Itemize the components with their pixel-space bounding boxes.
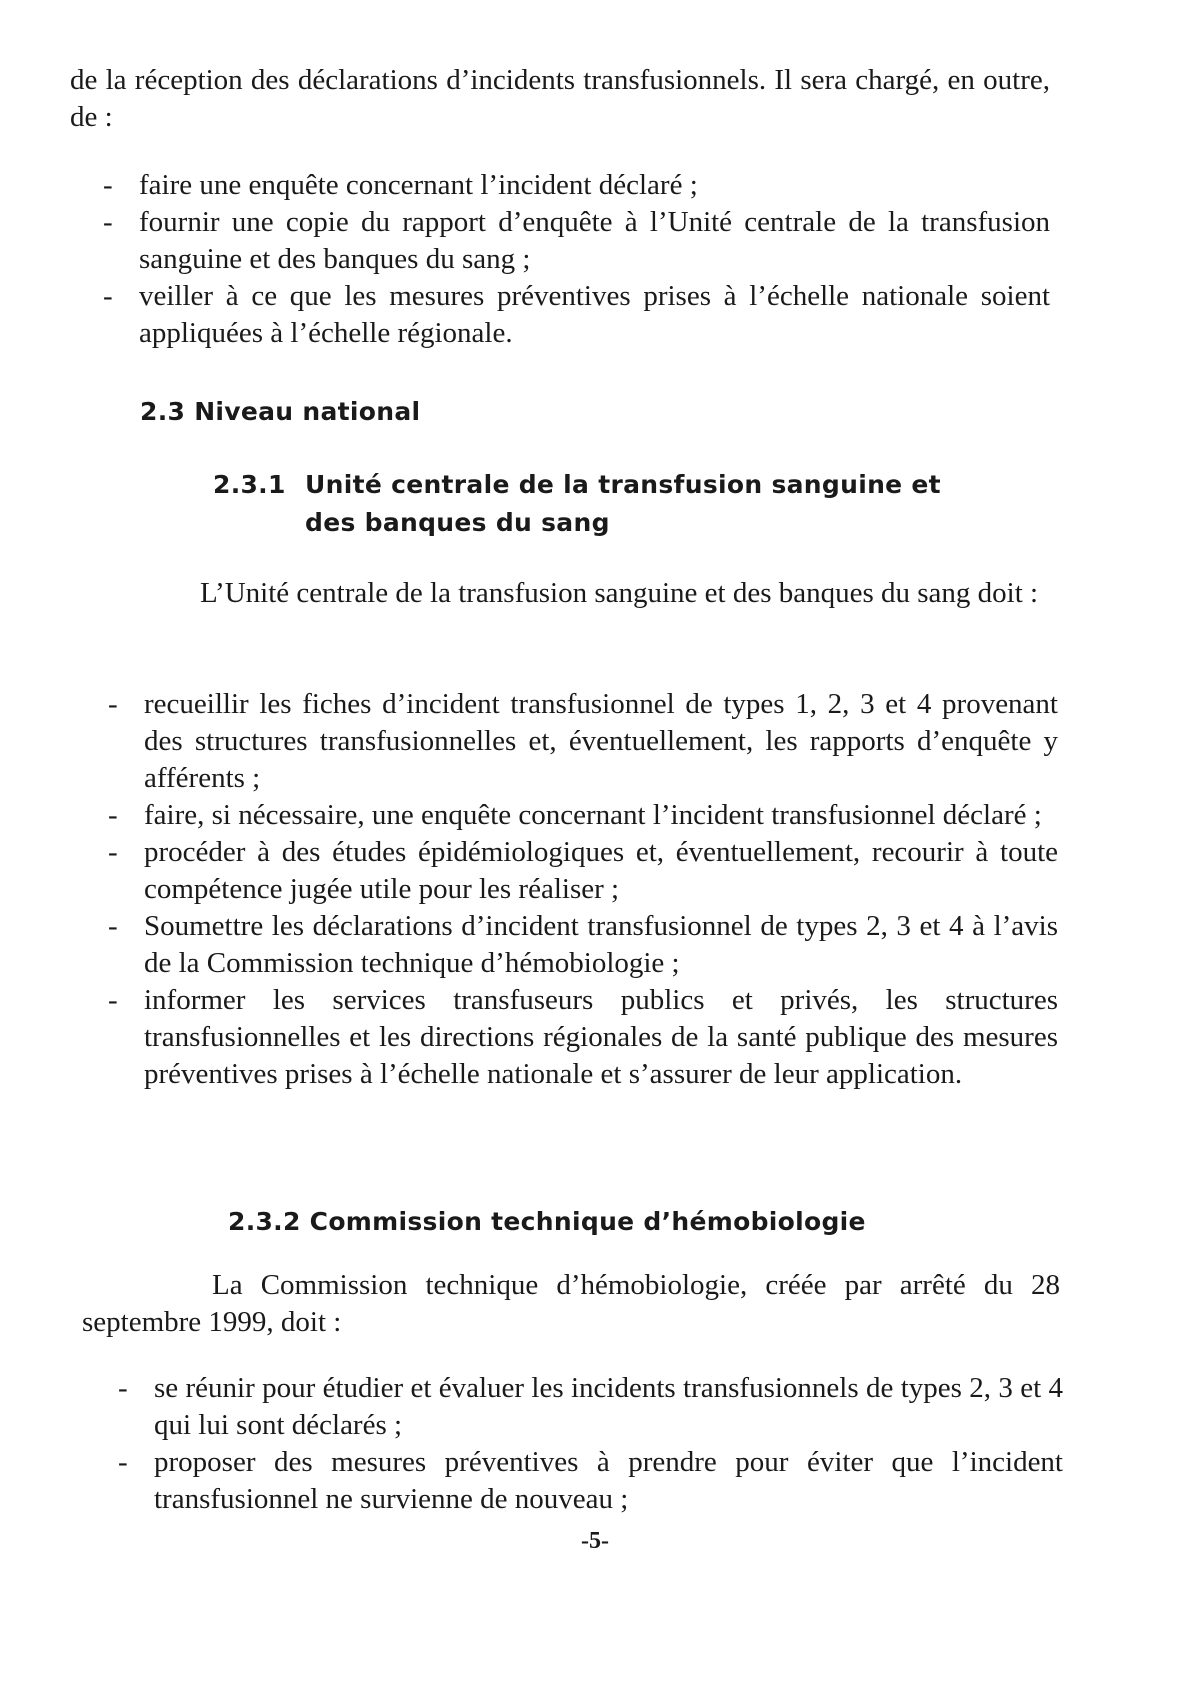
section-heading-2-3-2: 2.3.2 Commission technique d’hémobiologie [228,1207,866,1236]
intro-paragraph: de la réception des déclarations d’incidents transfusionnels. Il sera chargé, en outre, de : [70,64,1050,133]
list-dash: - [118,1446,128,1478]
page-number: -5- [581,1528,609,1554]
list-dash: - [108,910,118,942]
list-dash: - [108,836,118,868]
commission-task-list [118,1370,1063,1518]
list-dash: - [103,280,113,312]
list-item: - fournir une copie du rapport d’enquête à l’Unité centrale de la transfusion sanguine et des banques du sang ; [103,206,1050,275]
section-2-3-2-intro: La Commission technique d’hémobiologie, créée par arrêté du 28 septembre 1999, doit : [82,1269,1060,1338]
list-item: - faire, si nécessaire, une enquête concernant l’incident transfusionnel déclaré ; [108,797,1058,834]
national-unit-task-list [108,686,1058,1093]
section-heading-2-3: 2.3 Niveau national [140,397,421,426]
section-heading-2-3-1 [213,466,1053,542]
list-item: - proposer des mesures préventives à prendre pour éviter que l’incident transfusionnel ne survienne de nouveau ; [118,1446,1063,1515]
section-2-3-1-intro: L’Unité centrale de la transfusion sanguine et des banques du sang doit : [200,577,1039,609]
list-item: - Soumettre les déclarations d’incident transfusionnel de types 2, 3 et 4 à l’avis de la Commission technique d’hémobiologie ; [108,910,1058,979]
list-item: - recueillir les fiches d’incident transfusionnel de types 1, 2, 3 et 4 provenant des structures transfusionnelles et, éventuellement, les rapports d’enquête y afférents ; [108,688,1058,794]
section-title-line-2: des banques du sang [305,508,610,537]
list-item: - veiller à ce que les mesures préventives prises à l’échelle nationale soient appliquées à l’échelle régionale. [103,280,1050,349]
list-item: - procéder à des études épidémiologiques et, éventuellement, recourir à toute compétence jugée utile pour les réaliser ; [108,836,1058,905]
section-title-line-1: Unité centrale de la transfusion sanguine et [305,470,941,499]
regional-task-list [103,167,1050,352]
list-dash: - [103,169,113,201]
list-item: - faire une enquête concernant l’incident déclaré ; [103,167,1050,204]
list-dash: - [118,1372,128,1404]
list-item: - informer les services transfuseurs publics et privés, les structures transfusionnelles et les directions régionales de la santé publique des mesures préventives prises à l’échelle nationale et s’assurer de leur application. [108,984,1058,1090]
list-dash: - [108,799,118,831]
list-item: - se réunir pour étudier et évaluer les incidents transfusionnels de types 2, 3 et 4 qui lui sont déclarés ; [118,1372,1063,1441]
list-dash: - [108,688,118,720]
section-number: 2.3.1 [213,470,286,499]
list-dash: - [108,984,118,1016]
list-dash: - [103,206,113,238]
